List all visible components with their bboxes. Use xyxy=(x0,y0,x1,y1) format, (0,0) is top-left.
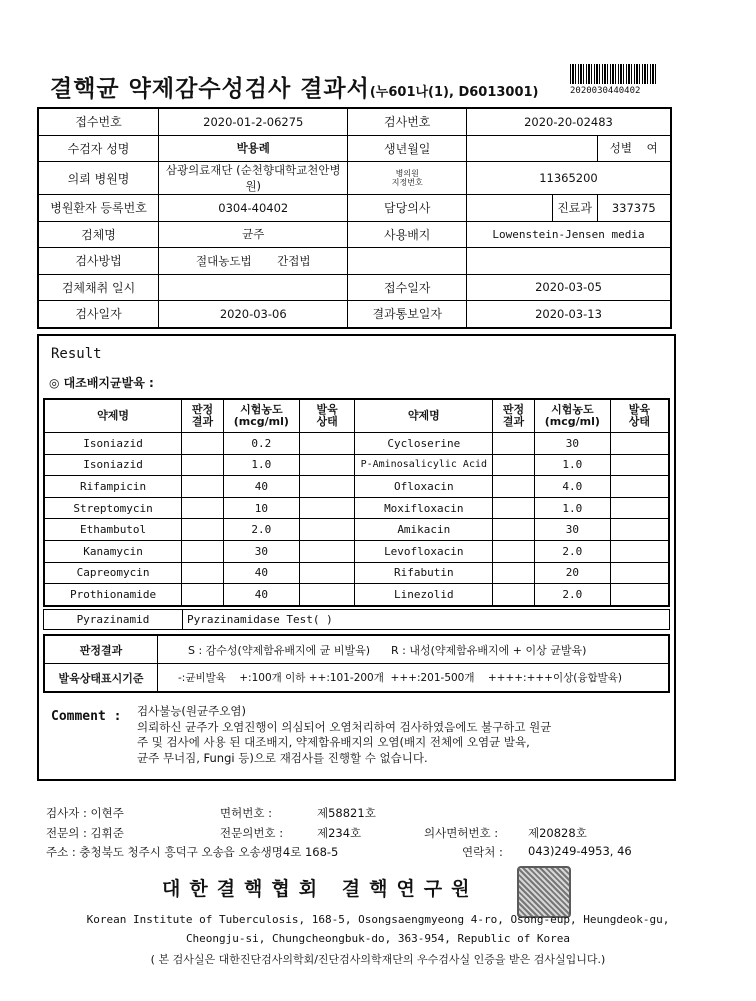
department-value: 337375 xyxy=(597,195,671,222)
test-concentration: 10 xyxy=(223,497,299,519)
growth-status xyxy=(299,454,355,476)
test-concentration: 1.0 xyxy=(534,497,610,519)
drug-name: Cycloserine xyxy=(355,433,493,455)
drug-name: Isoniazid xyxy=(44,433,182,455)
judge-result xyxy=(182,476,224,498)
info-label: 담당의사 xyxy=(348,195,467,222)
patient-info-table xyxy=(37,107,672,329)
judge-legend: S : 감수성(약제함유배지에 균 비발육) R : 내성(약제함유배지에 + 이상 균발육) xyxy=(158,635,670,664)
test-concentration: 2.0 xyxy=(223,519,299,541)
header-judge: 판정 결과 xyxy=(182,399,224,433)
drug-table-header xyxy=(44,399,669,433)
info-label: 검사번호 xyxy=(348,108,467,135)
judge-result xyxy=(182,497,224,519)
tester: 검사자 : 이현주 xyxy=(46,806,124,820)
birth-date xyxy=(467,135,598,162)
test-concentration: 1.0 xyxy=(223,454,299,476)
medium-name: Lowenstein-Jensen media xyxy=(467,221,672,248)
legend-key: 발육상태표시기준 xyxy=(44,664,158,693)
growth-status xyxy=(299,562,355,584)
header-conc: 시험농도 (mcg/ml) xyxy=(223,399,299,433)
info-label: 병의원 지정번호 xyxy=(348,162,467,195)
drug-name: Rifampicin xyxy=(44,476,182,498)
judge-legend-row xyxy=(44,635,669,664)
drug-name: P-Aminosalicylic Acid xyxy=(355,454,493,476)
judge-result xyxy=(493,433,535,455)
result-title: Result xyxy=(51,346,102,362)
test-concentration: 30 xyxy=(534,433,610,455)
contact-label: 연락처 : xyxy=(462,845,503,859)
growth-status xyxy=(610,562,669,584)
growth-legend-row xyxy=(44,664,669,693)
header-drug: 약제명 xyxy=(355,399,493,433)
barcode-image xyxy=(570,64,656,84)
report-title: 결핵균 약제감수성검사 결과서(누601나(1), D6013001) xyxy=(50,76,539,102)
certification-note: ( 본 검사실은 대한진단검사의학회/진단검사의학재단의 우수검사실 인증을 받은 검사실입니다.) xyxy=(150,953,606,966)
info-label: 사용배지 xyxy=(348,221,467,248)
drug-row xyxy=(44,540,669,562)
judge-result xyxy=(182,433,224,455)
growth-status xyxy=(610,540,669,562)
judge-result xyxy=(182,562,224,584)
legend-key: 판정결과 xyxy=(44,635,158,664)
specialist-number: 제234호 xyxy=(317,826,362,840)
info-label: 검체채취 일시 xyxy=(38,274,159,301)
info-row-patient xyxy=(38,135,671,162)
drug-row xyxy=(44,497,669,519)
drug-row xyxy=(44,454,669,476)
info-label: 생년월일 xyxy=(348,135,467,162)
info-label: 검사방법 xyxy=(38,248,159,275)
english-address-1: Korean Institute of Tuberculosis, 168-5, Osongsaengmyeong 4-ro, Osong-eup, Heungdeok-gu, xyxy=(86,913,670,926)
test-concentration: 20 xyxy=(534,562,610,584)
growth-status xyxy=(299,584,355,606)
hospital-code: 11365200 xyxy=(467,162,672,195)
growth-status xyxy=(610,519,669,541)
drug-name: Levofloxacin xyxy=(355,540,493,562)
info-row-hospital xyxy=(38,162,671,195)
judge-result xyxy=(182,540,224,562)
judge-result xyxy=(493,476,535,498)
collection-date xyxy=(159,274,348,301)
growth-status xyxy=(610,454,669,476)
report-code: (누601나(1), D6013001) xyxy=(369,85,539,100)
test-concentration: 30 xyxy=(223,540,299,562)
judge-result xyxy=(182,519,224,541)
patient-name: 박용례 xyxy=(159,135,348,162)
info-row-specimen xyxy=(38,221,671,248)
doctor-name xyxy=(467,195,553,222)
comment-text: 검사불능(원균주오염) 의뢰하신 균주가 오염진행이 의심되어 오염처리하여 검사하였음에도 불구하고 원균 주 및 검사에 사용 된 대조배지, 약제함유배지의 오염(배지 전체에 오염균 발육, 균주 무너짐, Fungi 등)으로 재검사를 진행할 수 없습니다. xyxy=(137,704,552,765)
result-section xyxy=(37,334,676,781)
judge-result xyxy=(493,584,535,606)
drug-name: Capreomycin xyxy=(44,562,182,584)
drug-row xyxy=(44,476,669,498)
growth-status xyxy=(299,476,355,498)
judge-result xyxy=(493,540,535,562)
info-label: 결과통보일자 xyxy=(348,301,467,328)
report-date: 2020-03-13 xyxy=(467,301,672,328)
info-row-collection xyxy=(38,274,671,301)
info-label: 진료과 xyxy=(552,195,597,222)
info-row-receipt xyxy=(38,108,671,135)
test-concentration: 2.0 xyxy=(534,584,610,606)
growth-status xyxy=(610,433,669,455)
license-label: 면허번호 : xyxy=(220,806,272,820)
header-judge: 판정 결과 xyxy=(493,399,535,433)
specialist-label: 전문의번호 : xyxy=(220,826,284,840)
empty-cell xyxy=(467,248,672,275)
growth-status xyxy=(299,433,355,455)
test-concentration: 40 xyxy=(223,584,299,606)
judge-result xyxy=(182,584,224,606)
drug-row xyxy=(44,584,669,606)
doctor-license-number: 제20828호 xyxy=(528,826,587,840)
test-concentration: 4.0 xyxy=(534,476,610,498)
drug-name: Ofloxacin xyxy=(355,476,493,498)
control-growth-label: ◎ 대조배지균발육 : xyxy=(49,376,154,390)
contact: 043)249-4953, 46 xyxy=(528,844,632,858)
official-seal xyxy=(517,866,571,918)
test-concentration: 40 xyxy=(223,562,299,584)
test-concentration: 30 xyxy=(534,519,610,541)
method-cell: 절대농도법 간접법 xyxy=(159,248,348,275)
judge-result xyxy=(182,454,224,476)
judge-result xyxy=(493,497,535,519)
comment-label: Comment : xyxy=(51,709,122,724)
drug-row xyxy=(44,562,669,584)
growth-status xyxy=(299,540,355,562)
drug-name: Rifabutin xyxy=(355,562,493,584)
drug-name: Streptomycin xyxy=(44,497,182,519)
receipt-number: 2020-01-2-06275 xyxy=(159,108,348,135)
specimen-name: 균주 xyxy=(159,221,348,248)
info-label xyxy=(348,248,467,275)
drug-row xyxy=(44,519,669,541)
test-concentration: 1.0 xyxy=(534,454,610,476)
sex-value: 여 xyxy=(646,141,658,156)
info-label: 수검자 성명 xyxy=(38,135,159,162)
specialist: 전문의 : 김휘준 xyxy=(46,826,124,840)
sex-cell xyxy=(597,135,671,162)
info-label: 검체명 xyxy=(38,221,159,248)
hospital-name: 삼광의료재단 (순천향대학교천안병원) xyxy=(159,162,348,195)
growth-status xyxy=(299,519,355,541)
header-growth: 발육 상태 xyxy=(610,399,669,433)
drug-name: Kanamycin xyxy=(44,540,182,562)
test-number: 2020-20-02483 xyxy=(467,108,672,135)
info-label: 성별 xyxy=(609,141,633,156)
info-label: 의뢰 병원명 xyxy=(38,162,159,195)
growth-legend: -:균비발육 +:100개 이하 ++:101-200개 +++:201-500개 ++++:+++이상(융합발육) xyxy=(158,664,670,693)
test-concentration: 40 xyxy=(223,476,299,498)
legend-table xyxy=(43,634,670,693)
info-row-test-date xyxy=(38,301,671,328)
header-drug: 약제명 xyxy=(44,399,182,433)
drug-name: Moxifloxacin xyxy=(355,497,493,519)
header-growth: 발육 상태 xyxy=(299,399,355,433)
info-label: 검사일자 xyxy=(38,301,159,328)
info-label: 접수번호 xyxy=(38,108,159,135)
info-row-method xyxy=(38,248,671,275)
growth-status xyxy=(299,497,355,519)
judge-result xyxy=(493,454,535,476)
doctor-license-label: 의사면허번호 : xyxy=(424,826,499,840)
info-row-registration xyxy=(38,195,671,222)
growth-status xyxy=(610,497,669,519)
barcode-number: 2020030440402 xyxy=(570,86,641,96)
info-label: 접수일자 xyxy=(348,274,467,301)
drug-name: Isoniazid xyxy=(44,454,182,476)
license-number: 제58821호 xyxy=(317,806,376,820)
english-address-2: Cheongju-si, Chungcheongbuk-do, 363-954, Republic of Korea xyxy=(185,932,571,945)
pyrazinamid-test: Pyrazinamidase Test( ) xyxy=(183,610,670,630)
registration-number: 0304-40402 xyxy=(159,195,348,222)
test-concentration: 2.0 xyxy=(534,540,610,562)
test-date: 2020-03-06 xyxy=(159,301,348,328)
judge-result xyxy=(493,562,535,584)
info-label: 병원환자 등록번호 xyxy=(38,195,159,222)
header-conc: 시험농도 (mcg/ml) xyxy=(534,399,610,433)
growth-status xyxy=(610,584,669,606)
pyrazinamid-row xyxy=(43,609,670,630)
organization-name: 대한결핵협회 결핵연구원 xyxy=(162,878,479,900)
drug-name: Linezolid xyxy=(355,584,493,606)
drug-susceptibility-table xyxy=(43,398,670,607)
test-concentration: 0.2 xyxy=(223,433,299,455)
drug-name: Prothionamide xyxy=(44,584,182,606)
drug-row xyxy=(44,433,669,455)
pyrazinamid-label: Pyrazinamid xyxy=(44,610,183,630)
drug-name: Ethambutol xyxy=(44,519,182,541)
judge-result xyxy=(493,519,535,541)
growth-status xyxy=(610,476,669,498)
drug-name: Amikacin xyxy=(355,519,493,541)
address: 주소 : 충청북도 청주시 흥덕구 오송읍 오송생명4로 168-5 xyxy=(46,845,339,859)
receipt-date: 2020-03-05 xyxy=(467,274,672,301)
